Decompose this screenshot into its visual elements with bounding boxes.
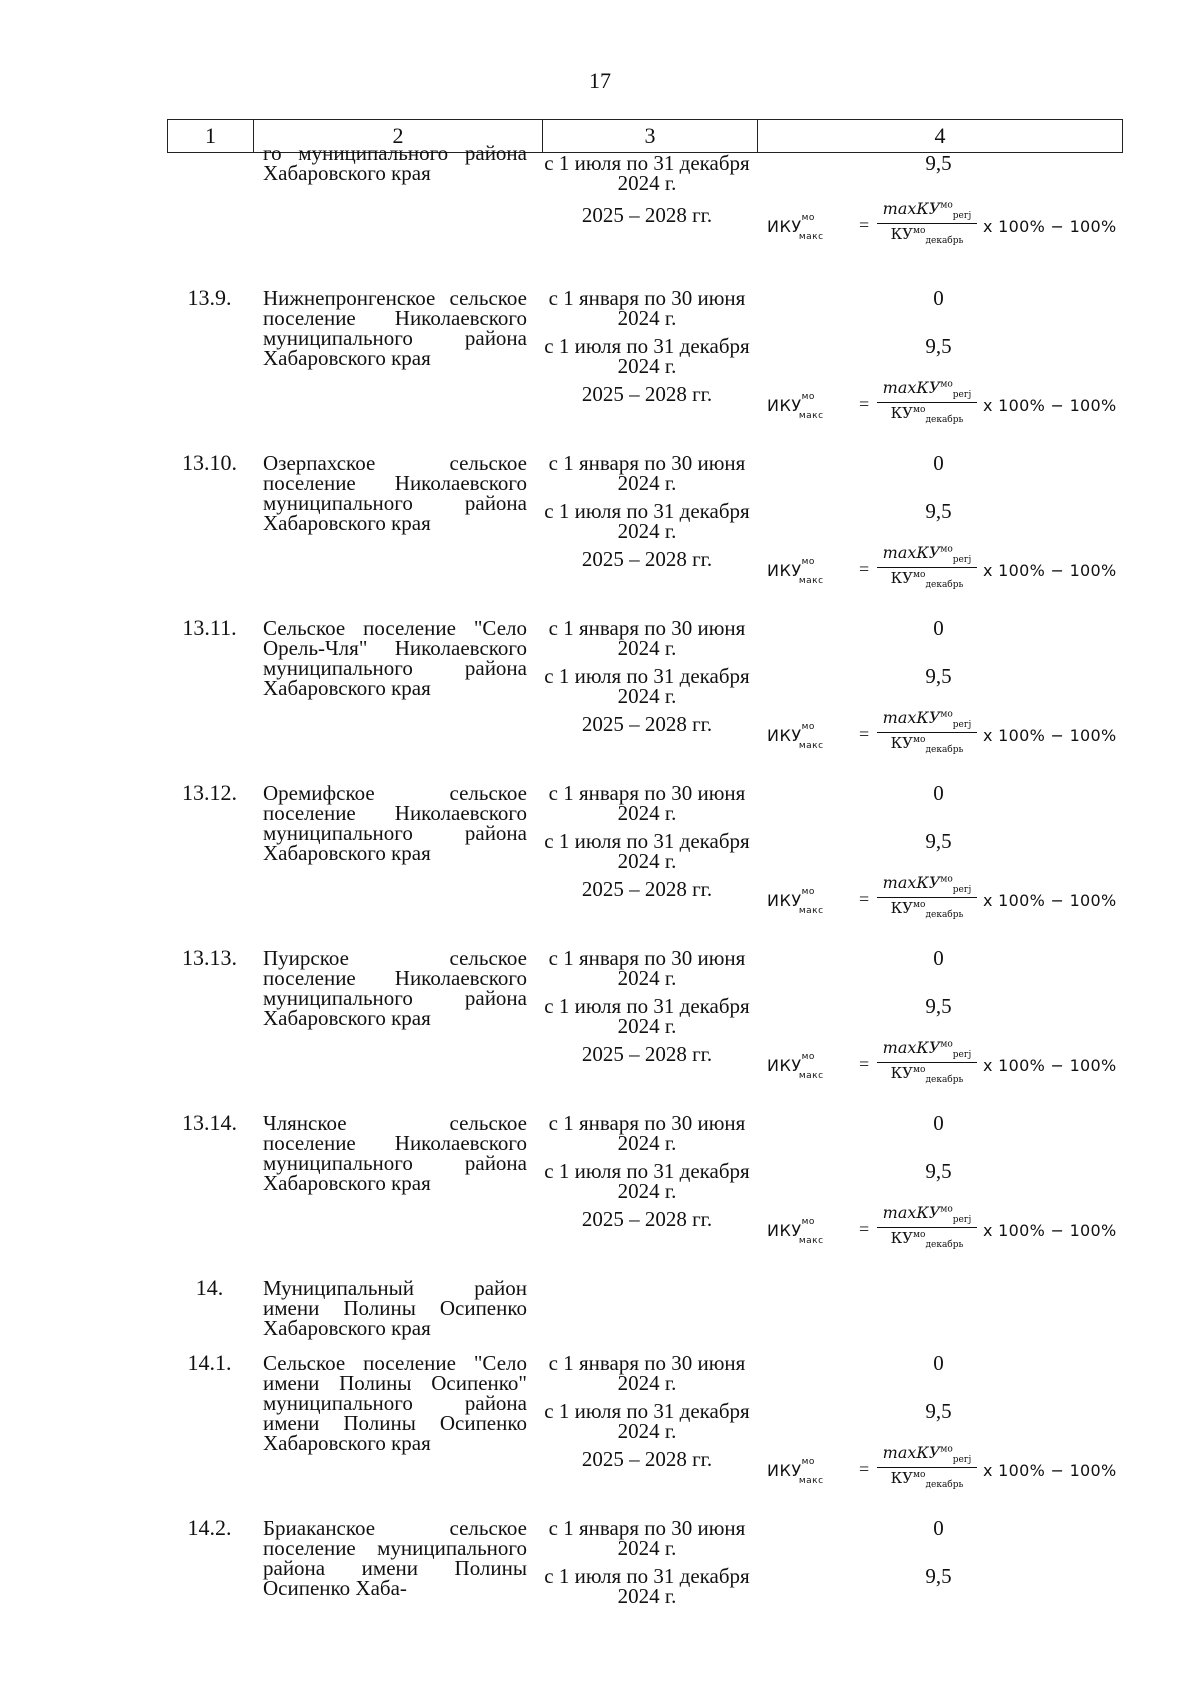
header-col-1: 1 [168,120,254,152]
formula-lhs [767,1051,840,1082]
row-name: Члянское сельское поселение Николаевского муниципального района Хабаровского края [263,1111,527,1195]
formula-num-sub: pегj [952,720,972,731]
formula-lhs-sub: макс [798,1476,824,1487]
formula-num-max: max [882,873,917,892]
row-number: 13.13. [182,945,237,970]
formula-den-ku: КУ [890,225,914,244]
row-name: го муниципального района Хабаровского края [263,141,527,185]
formula-rhs: x 100% − 100% [983,561,1117,580]
formula-num-ku: КУ [916,1203,941,1222]
formula-den-ku: КУ [890,1229,914,1248]
formula-lhs [767,391,840,422]
row-value: 0 [933,1111,944,1135]
row-value: 9,5 [925,994,952,1018]
row-period: с 1 июля по 31 декабря 2024 г. [544,829,750,873]
formula-lhs-sub: макс [798,906,824,917]
formula-lhs-sub: макс [798,576,824,587]
formula-numerator [877,378,977,403]
formula-rhs: x 100% − 100% [983,1221,1117,1240]
formula-num-ku: КУ [916,873,941,892]
formula-lhs-sub: макс [798,411,824,422]
formula-denominator [877,403,977,425]
row-name: Озерпахское сельское поселение Николаевского муниципального района Хабаровского края [263,451,527,535]
formula-rhs: x 100% − 100% [983,396,1117,415]
row-value: 9,5 [925,1399,952,1423]
formula-den-sup: мо [913,570,926,581]
row-period: с 1 января по 30 июня 2024 г. [548,1111,746,1155]
formula-lhs-symbol: ИКУ [767,396,802,415]
formula-equals: = [859,559,870,579]
row-value: 9,5 [925,334,952,358]
formula-equals: = [859,1459,870,1479]
formula-num-ku: КУ [916,378,941,397]
row-number: 13.11. [182,615,237,640]
formula-num-max: max [882,1038,917,1057]
formula-lhs [767,1216,840,1247]
formula-num-sub: pегj [952,1455,972,1466]
row-period: с 1 июля по 31 декабря 2024 г. [544,994,750,1038]
row-period: 2025 – 2028 гг. [581,1042,713,1066]
row-value: 9,5 [925,151,952,175]
row-number: 13.9. [187,285,232,310]
formula-equals: = [859,1219,870,1239]
formula-lhs-symbol: ИКУ [767,561,802,580]
formula-lhs-sub: макс [798,1236,824,1247]
row-period: 2025 – 2028 гг. [581,712,713,736]
formula [767,543,1127,597]
row-value: 9,5 [925,1159,952,1183]
formula-lhs-symbol: ИКУ [767,726,802,745]
page-number: 17 [589,68,611,93]
formula-denominator [877,1063,977,1085]
formula-fraction [877,708,977,755]
formula-rhs: x 100% − 100% [983,891,1117,910]
formula-numerator [877,1203,977,1228]
row-period: с 1 января по 30 июня 2024 г. [548,451,746,495]
formula-lhs-sup: мо [801,556,815,567]
formula-denominator [877,1228,977,1250]
formula-num-sup: мо [940,379,953,390]
row-period: с 1 января по 30 июня 2024 г. [548,286,746,330]
row-period: 2025 – 2028 гг. [581,203,713,227]
formula-num-ku: КУ [916,199,941,218]
row-name: Муниципальный район имени Полины Осипенко Хабаровского края [263,1276,527,1340]
formula-denominator [877,224,977,246]
formula-den-sup: мо [913,1065,926,1076]
formula-denominator [877,568,977,590]
row-period: с 1 января по 30 июня 2024 г. [548,1351,746,1395]
row-name: Сельское поселение "Село Орель-Чля" Николаевского муниципального района Хабаровского края [263,616,527,700]
formula-lhs-symbol: ИКУ [767,1221,802,1240]
formula-numerator [877,1443,977,1468]
formula-den-sup: мо [913,900,926,911]
formula-equals: = [859,1054,870,1074]
row-name: Бриаканское сельское поселение муниципального района имени Полины Осипенко Хаба- [263,1516,527,1600]
row-period: с 1 июля по 31 декабря 2024 г. [544,499,750,543]
formula-numerator [877,543,977,568]
formula-lhs-symbol: ИКУ [767,1056,802,1075]
formula-den-sub: декабрь [925,1075,964,1086]
row-name: Пуирское сельское поселение Николаевского муниципального района Хабаровского края [263,946,527,1030]
formula-lhs-sup: мо [801,886,815,897]
formula-num-max: max [882,1203,917,1222]
formula-num-sub: pегj [952,390,972,401]
row-value: 0 [933,616,944,640]
formula-lhs-sup: мо [801,391,815,402]
row-period: 2025 – 2028 гг. [581,1447,713,1471]
formula-num-sup: мо [940,1204,953,1215]
formula-num-sup: мо [940,200,953,211]
formula-num-sup: мо [940,1444,953,1455]
formula-den-ku: КУ [890,1064,914,1083]
formula-num-sub: pегj [952,211,972,222]
row-value: 0 [933,781,944,805]
row-number: 13.14. [182,1110,237,1135]
formula-lhs-symbol: ИКУ [767,1461,802,1480]
row-value: 9,5 [925,829,952,853]
row-number: 13.10. [182,450,237,475]
formula-den-sub: декабрь [925,236,964,247]
row-name: Нижнепронгенское сельское поселение Николаевского муниципального района Хабаровского края [263,286,527,370]
row-period: 2025 – 2028 гг. [581,382,713,406]
row-name: Сельское поселение "Село имени Полины Осипенко" муниципального района имени Полины Осипенко Хабаровского края [263,1351,527,1455]
formula-den-sub: декабрь [925,1480,964,1491]
row-value: 9,5 [925,499,952,523]
formula [767,1443,1127,1497]
formula-den-sup: мо [913,1230,926,1241]
formula-denominator [877,1468,977,1490]
formula-num-max: max [882,1443,917,1462]
header-col-3: 3 [543,120,758,152]
formula-denominator [877,733,977,755]
row-period: 2025 – 2028 гг. [581,877,713,901]
formula-den-ku: КУ [890,1469,914,1488]
formula [767,199,1127,253]
formula-num-ku: КУ [916,1443,941,1462]
row-value: 0 [933,946,944,970]
formula-den-sub: декабрь [925,745,964,756]
formula-num-ku: КУ [916,1038,941,1057]
formula-num-sup: мо [940,544,953,555]
formula-den-sup: мо [913,1470,926,1481]
formula-fraction [877,1038,977,1085]
row-value: 0 [933,286,944,310]
formula-den-sub: декабрь [925,1240,964,1251]
formula-equals: = [859,215,870,235]
formula-num-sub: pегj [952,1050,972,1061]
formula-lhs-sup: мо [801,1051,815,1062]
formula-num-ku: КУ [916,543,941,562]
formula-rhs: x 100% − 100% [983,726,1117,745]
formula-fraction [877,378,977,425]
formula-num-sub: pегj [952,1215,972,1226]
formula-num-sup: мо [940,1039,953,1050]
formula-den-ku: КУ [890,734,914,753]
row-value: 0 [933,451,944,475]
formula-lhs-sup: мо [801,212,815,223]
formula-numerator [877,1038,977,1063]
formula-rhs: x 100% − 100% [983,217,1117,236]
row-period: с 1 июля по 31 декабря 2024 г. [544,334,750,378]
formula-den-sub: декабрь [925,580,964,591]
formula [767,708,1127,762]
row-value: 9,5 [925,1564,952,1588]
formula-num-sub: pегj [952,885,972,896]
formula-denominator [877,898,977,920]
formula [767,873,1127,927]
formula [767,1038,1127,1092]
formula-rhs: x 100% − 100% [983,1056,1117,1075]
row-period: с 1 января по 30 июня 2024 г. [548,781,746,825]
formula [767,378,1127,432]
formula-den-ku: КУ [890,404,914,423]
row-period: с 1 января по 30 июня 2024 г. [548,616,746,660]
row-value: 0 [933,1516,944,1540]
formula-lhs-sup: мо [801,721,815,732]
row-period: с 1 января по 30 июня 2024 г. [548,1516,746,1560]
formula-numerator [877,708,977,733]
row-period: с 1 января по 30 июня 2024 г. [548,946,746,990]
formula-lhs [767,886,840,917]
formula-equals: = [859,394,870,414]
formula-fraction [877,873,977,920]
formula-lhs-sup: мо [801,1456,815,1467]
row-period: 2025 – 2028 гг. [581,1207,713,1231]
formula-lhs [767,721,840,752]
formula-numerator [877,873,977,898]
formula-den-sup: мо [913,405,926,416]
formula-rhs: x 100% − 100% [983,1461,1117,1480]
row-number: 13.12. [182,780,237,805]
formula-den-sub: декабрь [925,910,964,921]
formula-num-sup: мо [940,709,953,720]
formula-lhs [767,556,840,587]
header-col-2: 2 [254,120,543,152]
formula-den-sup: мо [913,226,926,237]
formula-fraction [877,1203,977,1250]
formula-fraction [877,199,977,246]
formula-lhs-sub: макс [798,1071,824,1082]
formula-fraction [877,1443,977,1490]
row-period: с 1 июля по 31 декабря 2024 г. [544,1564,750,1608]
formula-num-max: max [882,199,917,218]
formula-num-max: max [882,708,917,727]
row-number: 14. [195,1275,224,1300]
formula-lhs [767,1456,840,1487]
row-period: 2025 – 2028 гг. [581,547,713,571]
formula-den-sup: мо [913,735,926,746]
row-value: 9,5 [925,664,952,688]
formula-num-sub: pегj [952,555,972,566]
row-name: Оремифское сельское поселение Николаевского муниципального района Хабаровского края [263,781,527,865]
row-period: с 1 июля по 31 декабря 2024 г. [544,1159,750,1203]
formula-lhs-sub: макс [798,741,824,752]
formula-den-ku: КУ [890,569,914,588]
formula-numerator [877,199,977,224]
formula-den-sub: декабрь [925,415,964,426]
formula-num-max: max [882,543,917,562]
formula-equals: = [859,724,870,744]
row-period: с 1 июля по 31 декабря 2024 г. [544,664,750,708]
formula-num-sup: мо [940,874,953,885]
formula-den-ku: КУ [890,899,914,918]
formula-lhs-symbol: ИКУ [767,217,802,236]
formula-lhs-symbol: ИКУ [767,891,802,910]
formula-equals: = [859,889,870,909]
formula [767,1203,1127,1257]
formula-lhs-sup: мо [801,1216,815,1227]
row-number: 14.1. [187,1350,232,1375]
formula-lhs [767,212,840,243]
row-period: с 1 июля по 31 декабря 2024 г. [544,1399,750,1443]
row-period: с 1 июля по 31 декабря 2024 г. [544,151,750,195]
row-value: 0 [933,1351,944,1375]
formula-num-max: max [882,378,917,397]
formula-fraction [877,543,977,590]
formula-num-ku: КУ [916,708,941,727]
row-number: 14.2. [187,1515,232,1540]
header-col-4: 4 [934,123,946,148]
formula-lhs-sub: макс [798,232,824,243]
